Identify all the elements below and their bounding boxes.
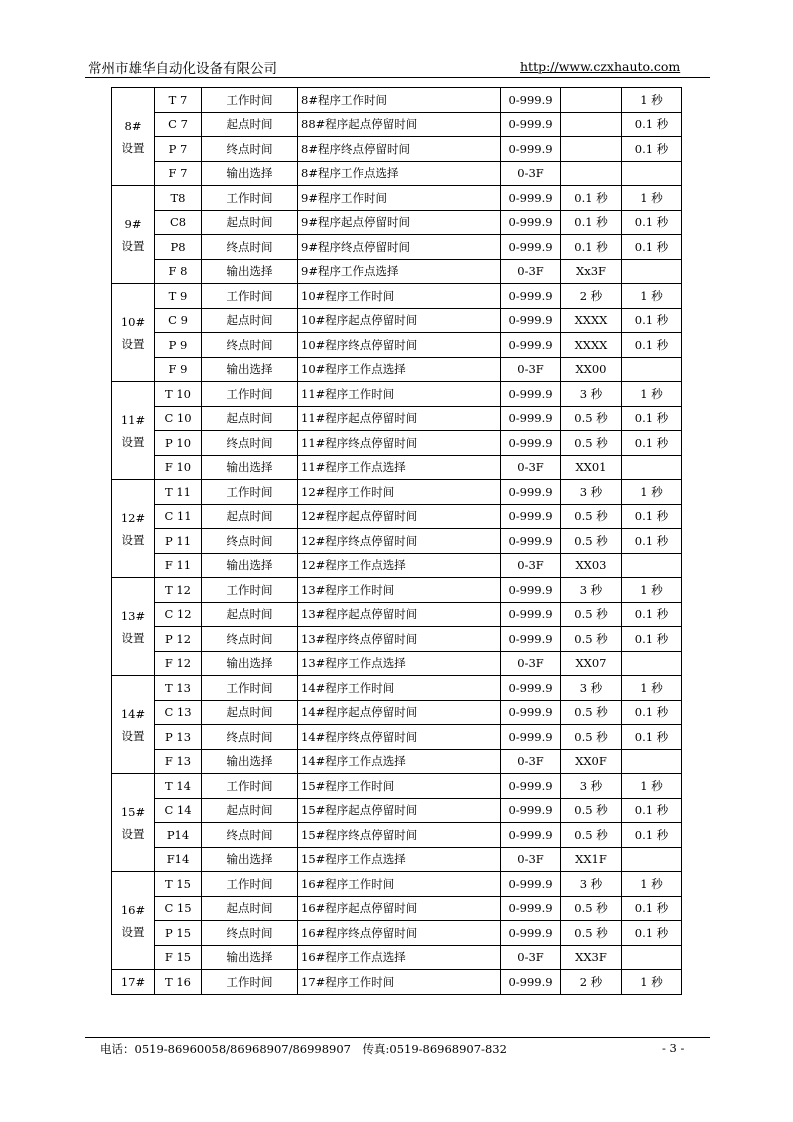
cell-name: 工作时间 (202, 186, 298, 211)
cell-range: 0-999.9 (501, 725, 561, 750)
cell-default: 3 秒 (561, 578, 622, 603)
cell-range: 0-3F (501, 553, 561, 578)
cell-code: C 7 (155, 112, 202, 137)
table-row (112, 406, 682, 431)
cell-default: 0.5 秒 (561, 823, 622, 848)
table-row (112, 553, 682, 578)
cell-unit: 0.1 秒 (622, 406, 682, 431)
group-label-line: 设置 (121, 434, 145, 449)
cell-code: T 7 (155, 88, 202, 113)
cell-name: 输出选择 (202, 357, 298, 382)
cell-desc: 10#程序工作时间 (298, 284, 501, 309)
group-label (112, 676, 155, 774)
table-row (112, 88, 682, 113)
group-label-line: 13# (120, 608, 146, 623)
cell-desc: 13#程序终点停留时间 (298, 627, 501, 652)
cell-code: F14 (155, 847, 202, 872)
cell-unit: 0.1 秒 (622, 798, 682, 823)
cell-name: 终点时间 (202, 725, 298, 750)
group-label-line: 设置 (121, 140, 145, 155)
group-label-line: 9# (124, 216, 142, 231)
page-number: - 3 - (662, 1041, 685, 1055)
cell-code: C 15 (155, 896, 202, 921)
cell-code: T 13 (155, 676, 202, 701)
cell-range: 0-999.9 (501, 308, 561, 333)
cell-unit: 0.1 秒 (622, 529, 682, 554)
cell-desc: 10#程序工作点选择 (298, 357, 501, 382)
group-label-line: 设置 (121, 336, 145, 351)
cell-code: T 12 (155, 578, 202, 603)
cell-unit (622, 259, 682, 284)
cell-unit: 0.1 秒 (622, 333, 682, 358)
cell-default: XX03 (561, 553, 622, 578)
group-label-line: 17# (120, 974, 146, 989)
cell-code: P14 (155, 823, 202, 848)
cell-desc: 16#程序工作时间 (298, 872, 501, 897)
cell-range: 0-999.9 (501, 627, 561, 652)
cell-range: 0-999.9 (501, 382, 561, 407)
cell-name: 工作时间 (202, 872, 298, 897)
cell-unit: 0.1 秒 (622, 504, 682, 529)
cell-name: 输出选择 (202, 259, 298, 284)
group-label-line: 10# (120, 314, 146, 329)
cell-code: C 11 (155, 504, 202, 529)
table-row (112, 749, 682, 774)
cell-default: 0.5 秒 (561, 921, 622, 946)
cell-code: F 9 (155, 357, 202, 382)
cell-code: F 15 (155, 945, 202, 970)
cell-unit (622, 161, 682, 186)
cell-name: 工作时间 (202, 382, 298, 407)
cell-desc: 9#程序工作点选择 (298, 259, 501, 284)
table-row (112, 186, 682, 211)
cell-code: P 9 (155, 333, 202, 358)
cell-range: 0-3F (501, 357, 561, 382)
cell-code: P 13 (155, 725, 202, 750)
cell-default: 0.1 秒 (561, 186, 622, 211)
cell-range: 0-999.9 (501, 529, 561, 554)
cell-default: XXXX (561, 333, 622, 358)
cell-unit (622, 553, 682, 578)
table-row (112, 210, 682, 235)
cell-unit: 0.1 秒 (622, 921, 682, 946)
cell-range: 0-999.9 (501, 112, 561, 137)
group-label-line: 8# (124, 118, 142, 133)
cell-code: F 8 (155, 259, 202, 284)
table-row (112, 602, 682, 627)
cell-desc: 88#程序起点停留时间 (298, 112, 501, 137)
cell-range: 0-999.9 (501, 602, 561, 627)
group-label (112, 186, 155, 284)
cell-desc: 14#程序起点停留时间 (298, 700, 501, 725)
cell-code: P 12 (155, 627, 202, 652)
cell-unit: 1 秒 (622, 480, 682, 505)
cell-unit (622, 749, 682, 774)
cell-unit: 1 秒 (622, 970, 682, 995)
group-label (112, 284, 155, 382)
group-label-line: 15# (120, 804, 146, 819)
group-label (112, 970, 155, 995)
cell-range: 0-999.9 (501, 700, 561, 725)
cell-name: 起点时间 (202, 896, 298, 921)
group-label-line: 设置 (121, 826, 145, 841)
cell-default: Xx3F (561, 259, 622, 284)
cell-name: 工作时间 (202, 970, 298, 995)
cell-desc: 15#程序工作点选择 (298, 847, 501, 872)
cell-name: 起点时间 (202, 504, 298, 529)
cell-name: 工作时间 (202, 578, 298, 603)
cell-default (561, 88, 622, 113)
cell-range: 0-999.9 (501, 896, 561, 921)
cell-default: 0.1 秒 (561, 235, 622, 260)
cell-desc: 8#程序终点停留时间 (298, 137, 501, 162)
cell-desc: 13#程序工作时间 (298, 578, 501, 603)
cell-desc: 15#程序终点停留时间 (298, 823, 501, 848)
cell-desc: 16#程序终点停留时间 (298, 921, 501, 946)
cell-unit: 0.1 秒 (622, 602, 682, 627)
cell-code: T 15 (155, 872, 202, 897)
cell-range: 0-3F (501, 847, 561, 872)
cell-desc: 15#程序工作时间 (298, 774, 501, 799)
cell-range: 0-999.9 (501, 406, 561, 431)
cell-unit (622, 357, 682, 382)
cell-desc: 13#程序起点停留时间 (298, 602, 501, 627)
cell-unit: 1 秒 (622, 382, 682, 407)
cell-range: 0-3F (501, 259, 561, 284)
cell-default: 0.5 秒 (561, 896, 622, 921)
cell-desc: 11#程序工作时间 (298, 382, 501, 407)
table-row (112, 872, 682, 897)
cell-desc: 12#程序起点停留时间 (298, 504, 501, 529)
cell-desc: 8#程序工作时间 (298, 88, 501, 113)
cell-name: 输出选择 (202, 847, 298, 872)
table-row (112, 480, 682, 505)
table-row (112, 676, 682, 701)
cell-default: XX00 (561, 357, 622, 382)
cell-default: XX07 (561, 651, 622, 676)
cell-code: C 14 (155, 798, 202, 823)
cell-code: C 10 (155, 406, 202, 431)
cell-name: 终点时间 (202, 921, 298, 946)
table-row (112, 847, 682, 872)
footer-contact: 电话：0519-86960058/86968907/86998907 传真:0519-86968907-832 (100, 1042, 507, 1056)
cell-unit: 0.1 秒 (622, 137, 682, 162)
cell-name: 起点时间 (202, 406, 298, 431)
table-row (112, 235, 682, 260)
settings-table (111, 87, 682, 995)
cell-name: 工作时间 (202, 676, 298, 701)
cell-name: 起点时间 (202, 700, 298, 725)
cell-name: 终点时间 (202, 333, 298, 358)
group-label (112, 480, 155, 578)
cell-default: 3 秒 (561, 480, 622, 505)
cell-unit: 0.1 秒 (622, 308, 682, 333)
cell-name: 起点时间 (202, 798, 298, 823)
table-row (112, 529, 682, 554)
cell-default: 3 秒 (561, 872, 622, 897)
cell-unit: 1 秒 (622, 88, 682, 113)
cell-default: 0.5 秒 (561, 725, 622, 750)
table-row (112, 137, 682, 162)
table-row (112, 945, 682, 970)
cell-unit: 1 秒 (622, 676, 682, 701)
cell-default: XX3F (561, 945, 622, 970)
cell-default: 0.1 秒 (561, 210, 622, 235)
cell-code: T 16 (155, 970, 202, 995)
group-label-line: 12# (120, 510, 146, 525)
cell-unit: 0.1 秒 (622, 700, 682, 725)
cell-name: 终点时间 (202, 431, 298, 456)
cell-range: 0-999.9 (501, 872, 561, 897)
cell-desc: 17#程序工作时间 (298, 970, 501, 995)
table-row (112, 161, 682, 186)
cell-default (561, 112, 622, 137)
cell-name: 终点时间 (202, 529, 298, 554)
cell-default: 0.5 秒 (561, 602, 622, 627)
header-company: 常州市雄华自动化设备有限公司 (88, 61, 277, 77)
cell-name: 终点时间 (202, 627, 298, 652)
cell-default: 2 秒 (561, 970, 622, 995)
group-label (112, 88, 155, 186)
cell-desc: 10#程序起点停留时间 (298, 308, 501, 333)
cell-range: 0-999.9 (501, 578, 561, 603)
table-row (112, 896, 682, 921)
cell-name: 起点时间 (202, 210, 298, 235)
table-row (112, 382, 682, 407)
cell-code: C 9 (155, 308, 202, 333)
cell-unit: 0.1 秒 (622, 823, 682, 848)
cell-code: P 10 (155, 431, 202, 456)
cell-unit (622, 651, 682, 676)
cell-desc: 14#程序终点停留时间 (298, 725, 501, 750)
cell-unit (622, 455, 682, 480)
cell-range: 0-3F (501, 651, 561, 676)
cell-name: 输出选择 (202, 553, 298, 578)
table-row (112, 627, 682, 652)
cell-code: T 11 (155, 480, 202, 505)
cell-code: T 14 (155, 774, 202, 799)
cell-desc: 16#程序起点停留时间 (298, 896, 501, 921)
cell-desc: 14#程序工作时间 (298, 676, 501, 701)
cell-range: 0-999.9 (501, 823, 561, 848)
cell-default: 0.5 秒 (561, 529, 622, 554)
cell-desc: 9#程序起点停留时间 (298, 210, 501, 235)
table-row (112, 112, 682, 137)
cell-code: F 10 (155, 455, 202, 480)
cell-name: 起点时间 (202, 112, 298, 137)
cell-range: 0-3F (501, 161, 561, 186)
table-row (112, 700, 682, 725)
cell-code: T 9 (155, 284, 202, 309)
cell-desc: 10#程序终点停留时间 (298, 333, 501, 358)
cell-default: 0.5 秒 (561, 504, 622, 529)
cell-range: 0-999.9 (501, 210, 561, 235)
table-row (112, 333, 682, 358)
group-label (112, 774, 155, 872)
cell-unit (622, 945, 682, 970)
cell-code: P 7 (155, 137, 202, 162)
cell-range: 0-999.9 (501, 798, 561, 823)
cell-unit: 1 秒 (622, 578, 682, 603)
settings-table-body (112, 88, 682, 995)
cell-unit: 0.1 秒 (622, 627, 682, 652)
cell-code: P 15 (155, 921, 202, 946)
cell-code: C 13 (155, 700, 202, 725)
group-label-line: 16# (120, 902, 146, 917)
table-row (112, 921, 682, 946)
cell-code: F 11 (155, 553, 202, 578)
header-url[interactable]: http://www.czxhauto.com (520, 59, 681, 74)
table-row (112, 308, 682, 333)
cell-default: 3 秒 (561, 382, 622, 407)
cell-default (561, 137, 622, 162)
cell-name: 起点时间 (202, 308, 298, 333)
cell-range: 0-3F (501, 749, 561, 774)
cell-name: 工作时间 (202, 480, 298, 505)
cell-name: 起点时间 (202, 602, 298, 627)
cell-unit: 0.1 秒 (622, 725, 682, 750)
table-row (112, 823, 682, 848)
group-label (112, 872, 155, 970)
cell-default: 3 秒 (561, 676, 622, 701)
cell-unit: 0.1 秒 (622, 431, 682, 456)
cell-code: T 10 (155, 382, 202, 407)
group-label-line: 设置 (121, 630, 145, 645)
cell-name: 输出选择 (202, 161, 298, 186)
group-label-line: 11# (120, 412, 146, 427)
cell-unit (622, 847, 682, 872)
cell-name: 输出选择 (202, 749, 298, 774)
cell-range: 0-999.9 (501, 480, 561, 505)
cell-default: XXXX (561, 308, 622, 333)
cell-unit: 1 秒 (622, 872, 682, 897)
cell-code: F 13 (155, 749, 202, 774)
group-label-line: 14# (120, 706, 146, 721)
cell-unit: 0.1 秒 (622, 210, 682, 235)
cell-range: 0-999.9 (501, 676, 561, 701)
cell-name: 工作时间 (202, 284, 298, 309)
cell-default: 0.5 秒 (561, 798, 622, 823)
cell-unit: 0.1 秒 (622, 896, 682, 921)
cell-range: 0-999.9 (501, 137, 561, 162)
cell-range: 0-999.9 (501, 88, 561, 113)
group-label-line: 设置 (121, 238, 145, 253)
group-label-line: 设置 (121, 924, 145, 939)
table-row (112, 504, 682, 529)
cell-default: XX1F (561, 847, 622, 872)
cell-default: 0.5 秒 (561, 431, 622, 456)
table-row (112, 651, 682, 676)
table-row (112, 431, 682, 456)
cell-default (561, 161, 622, 186)
table-row (112, 970, 682, 995)
cell-desc: 14#程序工作点选择 (298, 749, 501, 774)
cell-unit: 0.1 秒 (622, 235, 682, 260)
cell-range: 0-999.9 (501, 431, 561, 456)
cell-desc: 11#程序终点停留时间 (298, 431, 501, 456)
cell-desc: 12#程序工作时间 (298, 480, 501, 505)
group-label-line: 设置 (121, 532, 145, 547)
cell-unit: 1 秒 (622, 186, 682, 211)
cell-range: 0-3F (501, 945, 561, 970)
table-row (112, 259, 682, 284)
cell-default: 2 秒 (561, 284, 622, 309)
table-row (112, 357, 682, 382)
cell-desc: 8#程序工作点选择 (298, 161, 501, 186)
cell-range: 0-999.9 (501, 284, 561, 309)
cell-code: C 12 (155, 602, 202, 627)
cell-code: F 7 (155, 161, 202, 186)
cell-desc: 11#程序工作点选择 (298, 455, 501, 480)
cell-range: 0-999.9 (501, 504, 561, 529)
cell-default: 0.5 秒 (561, 700, 622, 725)
cell-default: 0.5 秒 (561, 627, 622, 652)
table-row (112, 798, 682, 823)
cell-range: 0-999.9 (501, 774, 561, 799)
cell-desc: 13#程序工作点选择 (298, 651, 501, 676)
cell-code: P8 (155, 235, 202, 260)
cell-name: 终点时间 (202, 137, 298, 162)
cell-code: T8 (155, 186, 202, 211)
table-row (112, 455, 682, 480)
group-label (112, 382, 155, 480)
footer-divider (85, 1037, 710, 1038)
table-row (112, 774, 682, 799)
table-row (112, 725, 682, 750)
group-label (112, 578, 155, 676)
cell-desc: 9#程序工作时间 (298, 186, 501, 211)
cell-range: 0-3F (501, 455, 561, 480)
cell-name: 输出选择 (202, 945, 298, 970)
cell-name: 输出选择 (202, 651, 298, 676)
group-label-line: 设置 (121, 728, 145, 743)
cell-unit: 0.1 秒 (622, 112, 682, 137)
cell-desc: 11#程序起点停留时间 (298, 406, 501, 431)
table-row (112, 284, 682, 309)
cell-default: XX01 (561, 455, 622, 480)
cell-name: 终点时间 (202, 235, 298, 260)
cell-range: 0-999.9 (501, 235, 561, 260)
cell-code: F 12 (155, 651, 202, 676)
table-row (112, 578, 682, 603)
cell-code: P 11 (155, 529, 202, 554)
cell-range: 0-999.9 (501, 921, 561, 946)
cell-name: 工作时间 (202, 774, 298, 799)
cell-default: 0.5 秒 (561, 406, 622, 431)
cell-range: 0-999.9 (501, 970, 561, 995)
cell-default: 3 秒 (561, 774, 622, 799)
cell-code: C8 (155, 210, 202, 235)
cell-desc: 9#程序终点停留时间 (298, 235, 501, 260)
cell-desc: 12#程序工作点选择 (298, 553, 501, 578)
cell-desc: 16#程序工作点选择 (298, 945, 501, 970)
cell-range: 0-999.9 (501, 186, 561, 211)
cell-name: 终点时间 (202, 823, 298, 848)
cell-name: 输出选择 (202, 455, 298, 480)
cell-desc: 12#程序终点停留时间 (298, 529, 501, 554)
cell-name: 工作时间 (202, 88, 298, 113)
cell-unit: 1 秒 (622, 774, 682, 799)
cell-range: 0-999.9 (501, 333, 561, 358)
header-divider (85, 77, 710, 78)
cell-unit: 1 秒 (622, 284, 682, 309)
cell-default: XX0F (561, 749, 622, 774)
cell-desc: 15#程序起点停留时间 (298, 798, 501, 823)
